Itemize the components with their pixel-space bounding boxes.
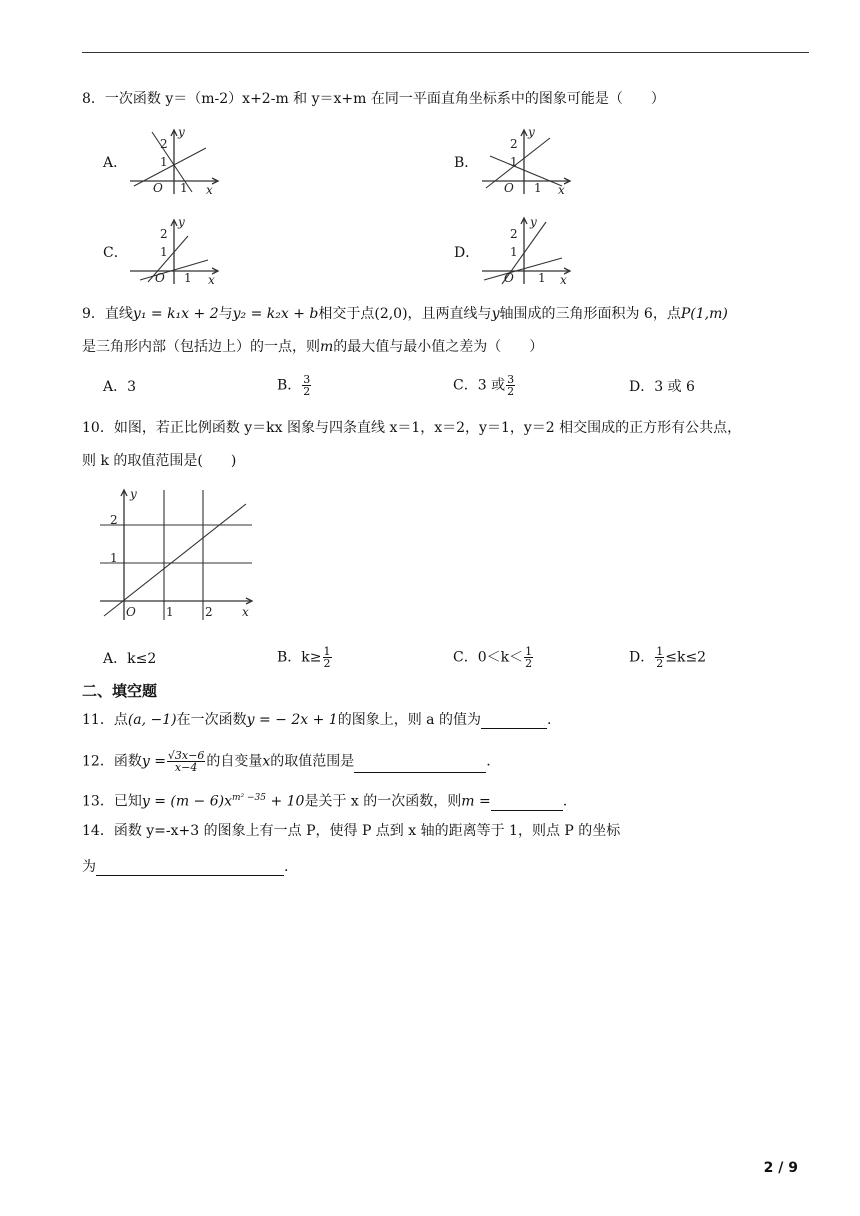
q8-option-b-label: B． (454, 155, 479, 171)
q8-stem: 8．一次函数 y＝（m-2）x+2-m 和 y＝x+m 在同一平面直角坐标系中的图象可能是（ ） (82, 91, 665, 107)
q10-option-c (453, 646, 534, 669)
svg-text:x: x (560, 273, 567, 287)
q13: 13．已知$y = (m - 6)x^{m^2 -35} + 10$是关于 x 的一次函数，则m = . (82, 793, 568, 810)
q11: 11．点(a, −1)在一次函数y = − 2x + 1的图象上，则 a 的值为 . (82, 712, 552, 728)
svg-text:y: y (528, 126, 535, 139)
q8-option-d-label: D． (454, 245, 480, 261)
svg-text:y: y (178, 126, 185, 139)
q9-option-b-label: B． (277, 377, 302, 394)
q8-option-a-label: A． (103, 155, 128, 171)
q8-graph-d (478, 212, 578, 288)
svg-text:2: 2 (110, 513, 118, 527)
q11-equation: y = − 2x + 1 (246, 712, 338, 728)
q14-text-b: 为 (82, 859, 96, 875)
q9-line2 (82, 338, 543, 356)
q10-option-d-tail: ≤k≤2 (665, 649, 707, 666)
q12: 12．函数y = $\frac{√3x-6}{x-4}$ 的自变量x的取值范围是 . (82, 749, 491, 774)
q11-answer-blank[interactable] (481, 714, 547, 729)
svg-text:1: 1 (184, 271, 192, 285)
q9-eq1: y₁ = k₁x + 2 (132, 306, 219, 322)
svg-text:2: 2 (160, 227, 168, 241)
svg-text:1: 1 (160, 245, 168, 259)
q9-text-f: 的最大值与最小值之差为（ ） (333, 339, 544, 355)
svg-text:O: O (504, 181, 514, 195)
q8-graph-c (126, 216, 226, 288)
q9-option-d: D．3 或 6 (629, 379, 695, 395)
q9-point-p: P(1,m) (680, 306, 728, 322)
q8-graph-b (478, 126, 578, 198)
svg-text:x: x (208, 273, 215, 287)
q13-eq-part2: + 10 (266, 793, 305, 810)
q9-text-b: 与 (218, 306, 233, 322)
q9-text-d: 轴围成的三角形面积为 6，点 (499, 306, 681, 322)
q9-option-c-label: C．3 或 (453, 377, 506, 394)
section-heading: 二、填空题 (82, 682, 158, 700)
q10-option-a: A．k≤2 (103, 651, 157, 667)
svg-text:x: x (558, 183, 565, 197)
svg-text:1: 1 (534, 181, 542, 195)
q9-option-c (453, 374, 516, 397)
svg-text:O: O (155, 271, 165, 285)
svg-text:y: y (530, 215, 537, 229)
q10-line1: 10．如图，若正比例函数 y＝kx 图象与四条直线 x＝1，x＝2，y＝1，y＝2 相交围成的正方形有公共点， (82, 420, 742, 436)
q12-y: y = (141, 753, 166, 770)
q14-line2: 为 . (82, 859, 289, 875)
svg-text:y: y (130, 487, 137, 501)
q10-line2: 则 k 的取值范围是( ) (82, 453, 237, 469)
q9-text-e: 是三角形内部（包括边上）的一点，则 (82, 339, 320, 355)
q8-option-c-label: C． (103, 245, 128, 261)
q10-grid-graph (96, 484, 262, 624)
q10-option-b-fraction: $\frac{1}{2}$ (323, 645, 331, 670)
header-rule (82, 52, 809, 53)
q9-option-b (277, 374, 312, 397)
q9-text-a: 9．直线 (82, 306, 133, 322)
q9-option-b-fraction: $\frac{3}{2}$ (303, 373, 311, 398)
q9-text-c: 相交于点(2,0)，且两直线与 (318, 306, 492, 322)
q10-option-c-fraction: $\frac{1}{2}$ (525, 645, 533, 670)
svg-text:y: y (178, 216, 185, 229)
q13-m: m = (461, 793, 491, 810)
q10-option-d (629, 646, 706, 669)
q11-point: (a, −1) (127, 712, 177, 728)
svg-text:1: 1 (110, 551, 118, 565)
q11-text-c: 的图象上，则 a 的值为 (337, 712, 481, 728)
q12-fraction: $\frac{√3x-6}{x-4}$ (167, 749, 205, 774)
svg-text:O: O (504, 271, 514, 285)
svg-text:1: 1 (160, 155, 168, 169)
svg-text:x: x (206, 183, 213, 197)
q9-eq2: y₂ = k₂x + b (232, 306, 319, 322)
svg-text:x: x (242, 605, 249, 619)
svg-text:1: 1 (538, 271, 546, 285)
q12-x: x (262, 753, 271, 770)
svg-text:2: 2 (160, 137, 168, 151)
svg-text:O: O (153, 181, 163, 195)
q10-option-b-label: B．k≥ (277, 649, 322, 666)
q13-exponent: m² −35 (232, 793, 267, 803)
q10-option-d-fraction: $\frac{1}{2}$ (656, 645, 664, 670)
q9-option-a: A．3 (103, 379, 137, 395)
svg-text:1: 1 (166, 605, 174, 619)
q10-option-d-label: D． (629, 649, 655, 666)
q9-m-var: m (320, 339, 334, 355)
svg-text:2: 2 (510, 227, 518, 241)
q9-y-var: y (491, 306, 500, 322)
q13-text-b: 是关于 x 的一次函数，则 (304, 793, 462, 810)
q13-answer-blank[interactable] (491, 796, 563, 811)
q13-text-a: 13．已知 (82, 793, 142, 810)
page-number: 2 / 9 (763, 1160, 798, 1176)
svg-text:2: 2 (510, 137, 518, 151)
svg-text:1: 1 (510, 245, 518, 259)
q12-text-a: 12．函数 (82, 753, 142, 770)
q9-line1 (82, 305, 728, 323)
svg-text:O: O (126, 605, 136, 619)
svg-text:2: 2 (205, 605, 213, 619)
q12-text-b: 的自变量 (206, 753, 263, 770)
svg-text:1: 1 (510, 155, 518, 169)
q10-option-c-label: C．0＜k＜ (453, 649, 524, 666)
q12-answer-blank[interactable] (354, 758, 486, 773)
q8-graph-a (126, 126, 226, 198)
svg-text:1: 1 (180, 181, 188, 195)
q14-line1: 14．函数 y=-x+3 的图象上有一点 P，使得 P 点到 x 轴的距离等于 1，则点 P 的坐标 (82, 823, 621, 839)
q12-text-c: 的取值范围是 (270, 753, 355, 770)
q14-answer-blank[interactable] (96, 861, 284, 876)
q10-option-b (277, 646, 333, 669)
q9-option-c-fraction: $\frac{3}{2}$ (507, 373, 515, 398)
q11-text-a: 11．点 (82, 712, 128, 728)
q13-eq-part1: y = (m − 6)x (141, 793, 233, 810)
q11-text-b: 在一次函数 (176, 712, 247, 728)
